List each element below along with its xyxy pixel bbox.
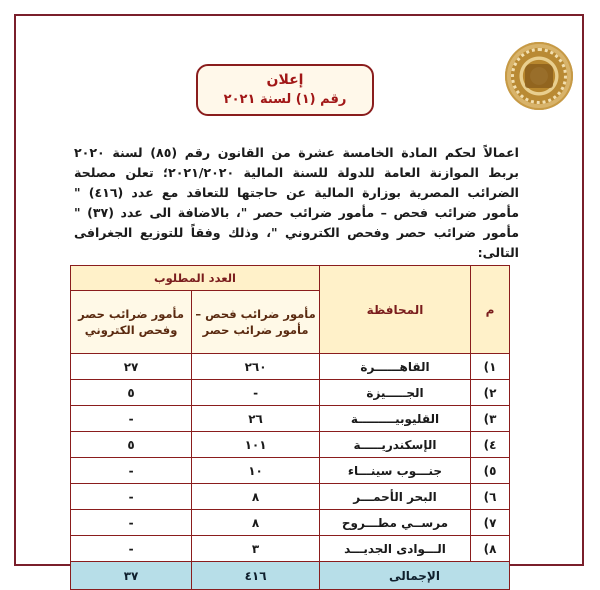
row-number: ٣) [471,406,510,432]
announcement-subtitle: رقم (١) لسنة ٢٠٢١ [223,92,347,107]
logo-emblem-icon [525,64,553,88]
row-number: ٧) [471,510,510,536]
row-governorate: القليوبيـــــــــة [320,406,471,432]
announcement-title: إعلان [266,72,304,88]
row-governorate: البحر الأحمـــر [320,484,471,510]
row-number: ٢) [471,380,510,406]
total-label: الإجمالى [320,562,510,590]
table-row [71,484,510,510]
row-inspection: ٣ [192,536,320,562]
row-inspection: - [192,380,320,406]
row-governorate: القاهــــــرة [320,354,471,380]
row-governorate: مرســي مطـــروح [320,510,471,536]
row-number: ١) [471,354,510,380]
row-governorate: الجـــــيزة [320,380,471,406]
row-number: ٨) [471,536,510,562]
total-electronic: ٣٧ [71,562,192,590]
table-row [71,380,510,406]
table-row [71,354,510,380]
row-electronic: - [71,510,192,536]
row-governorate: جنـــوب سينـــاء [320,458,471,484]
total-row [71,562,510,590]
announcement-box [196,64,374,116]
row-electronic: ٢٧ [71,354,192,380]
header-electronic: مأمور ضرائب حصر وفحص الكتروني [71,291,192,354]
table-row [71,406,510,432]
row-number: ٤) [471,432,510,458]
table-row [71,510,510,536]
row-electronic: ٥ [71,432,192,458]
header-required: العدد المطلوب [71,266,320,291]
row-number: ٥) [471,458,510,484]
row-inspection: ٢٦ [192,406,320,432]
ministry-of-finance-logo [505,42,573,110]
table-row [71,458,510,484]
distribution-table-wrap [70,265,510,583]
row-inspection: ٢٦٠ [192,354,320,380]
header-governorate: المحافظة [320,266,471,354]
total-inspection: ٤١٦ [192,562,320,590]
row-electronic: - [71,484,192,510]
row-inspection: ١٠١ [192,432,320,458]
announcement-body: اعمالاً لحكم المادة الخامسة عشرة من القانون رقم (٨٥) لسنة ٢٠٢٠ بربط الموازنة العامة للدولة للسنة المالية ٢٠٢١/٢٠٢٠؛ تعلن مصلحة الضرائب المصرية بوزارة المالية عن حاجتها للتعاقد مع عدد (٤١٦) " مأمور ضرائب فحص – مأمور ضرائب حصر "، بالاضافة الى عدد (٣٧) " مأمور ضرائب حصر وفحص الكتروني "، وذلك وفقاً للتوزيع الجغرافى التالى: [74,145,520,260]
row-inspection: ٨ [192,484,320,510]
row-electronic: - [71,458,192,484]
row-inspection: ١٠ [192,458,320,484]
header-inspection: مأمور ضرائب فحص – مأمور ضرائب حصر [192,291,320,354]
header-m: م [471,266,510,354]
table-row [71,536,510,562]
row-number: ٦) [471,484,510,510]
row-electronic: - [71,536,192,562]
row-governorate: الإسكندريـــــة [320,432,471,458]
table-row [71,432,510,458]
row-electronic: ٥ [71,380,192,406]
row-governorate: الـــوادى الجديـــد [320,536,471,562]
distribution-table [70,265,510,590]
row-electronic: - [71,406,192,432]
row-inspection: ٨ [192,510,320,536]
